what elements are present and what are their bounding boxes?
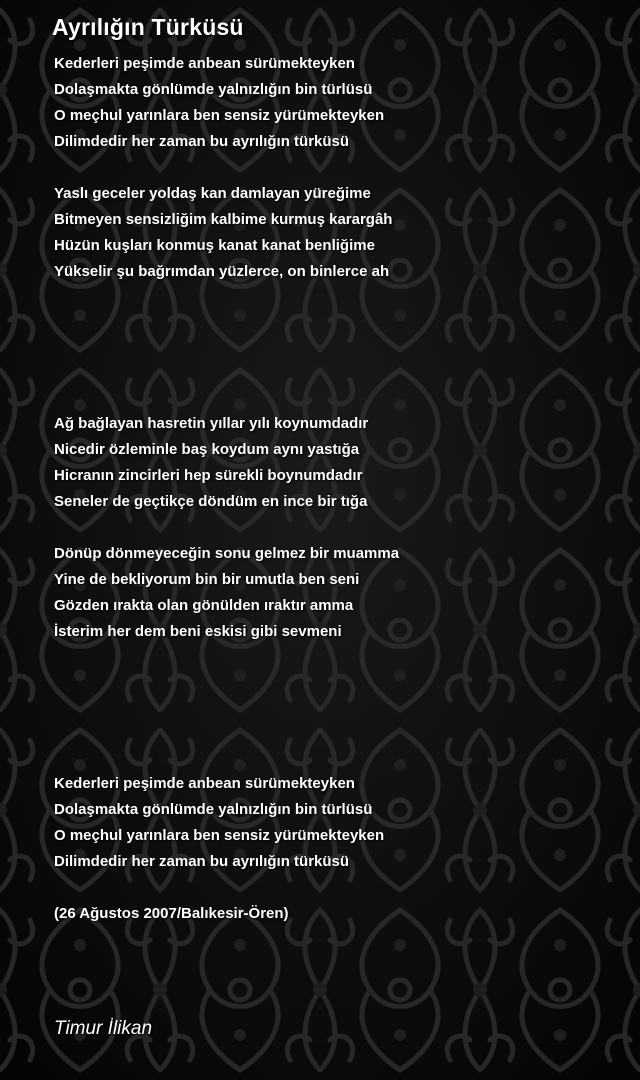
poem-title: Ayrılığın Türküsü <box>52 14 244 40</box>
poem-line: Yükselir şu bağrımdan yüzlerce, on binlerce ah <box>54 263 390 280</box>
poem-line: İsterim her dem beni eskisi gibi sevmeni <box>54 623 342 640</box>
poem-line: Hüzün kuşları konmuş kanat kanat benliğime <box>54 237 375 254</box>
author-name: Timur İlikan <box>54 1018 153 1039</box>
stanza-3 <box>54 411 368 515</box>
poem-line: Kederleri peşimde anbean sürümekteyken <box>54 775 355 792</box>
poem-line: Seneler de geçtikçe döndüm en ince bir tığa <box>54 493 368 510</box>
stanza-4 <box>54 541 399 645</box>
poem-line: Yaslı geceler yoldaş kan damlayan yüreğime <box>54 185 371 202</box>
poem-line: Kederleri peşimde anbean sürümekteyken <box>54 55 355 72</box>
poem-line: Gözden ırakta olan gönülden ıraktır amma <box>54 597 354 614</box>
stanza-2 <box>54 181 392 285</box>
poem-line: Yine de bekliyorum bin bir umutla ben seni <box>54 571 360 588</box>
poem-line: Hicranın zincirleri hep sürekli boynumdadır <box>54 467 363 484</box>
stanza-1 <box>54 51 384 155</box>
poem-line: Bitmeyen sensizliğim kalbime kurmuş karargâh <box>54 211 393 228</box>
poem-line: Dilimdedir her zaman bu ayrılığın türküsü <box>54 853 350 870</box>
poem-line: O meçhul yarınlara ben sensiz yürümekteyken <box>54 827 385 844</box>
poem-line: Dönüp dönmeyeceğin sonu gelmez bir muamma <box>54 545 400 562</box>
date-note-text: (26 Ağustos 2007/Balıkesir-Ören) <box>54 905 289 922</box>
poem-line: Dilimdedir her zaman bu ayrılığın türküsü <box>54 133 350 150</box>
poem-line: Dolaşmakta gönlümde yalnızlığın bin türlüsü <box>54 801 373 818</box>
stanza-5 <box>54 771 384 875</box>
poem-line: Dolaşmakta gönlümde yalnızlığın bin türlüsü <box>54 81 373 98</box>
poem-line: Nicedir özleminle baş koydum aynı yastığa <box>54 441 360 458</box>
poem-line: Ağ bağlayan hasretin yıllar yılı koynumdadır <box>54 415 369 432</box>
poem-line: O meçhul yarınlara ben sensiz yürümekteyken <box>54 107 385 124</box>
date-note <box>54 901 289 927</box>
